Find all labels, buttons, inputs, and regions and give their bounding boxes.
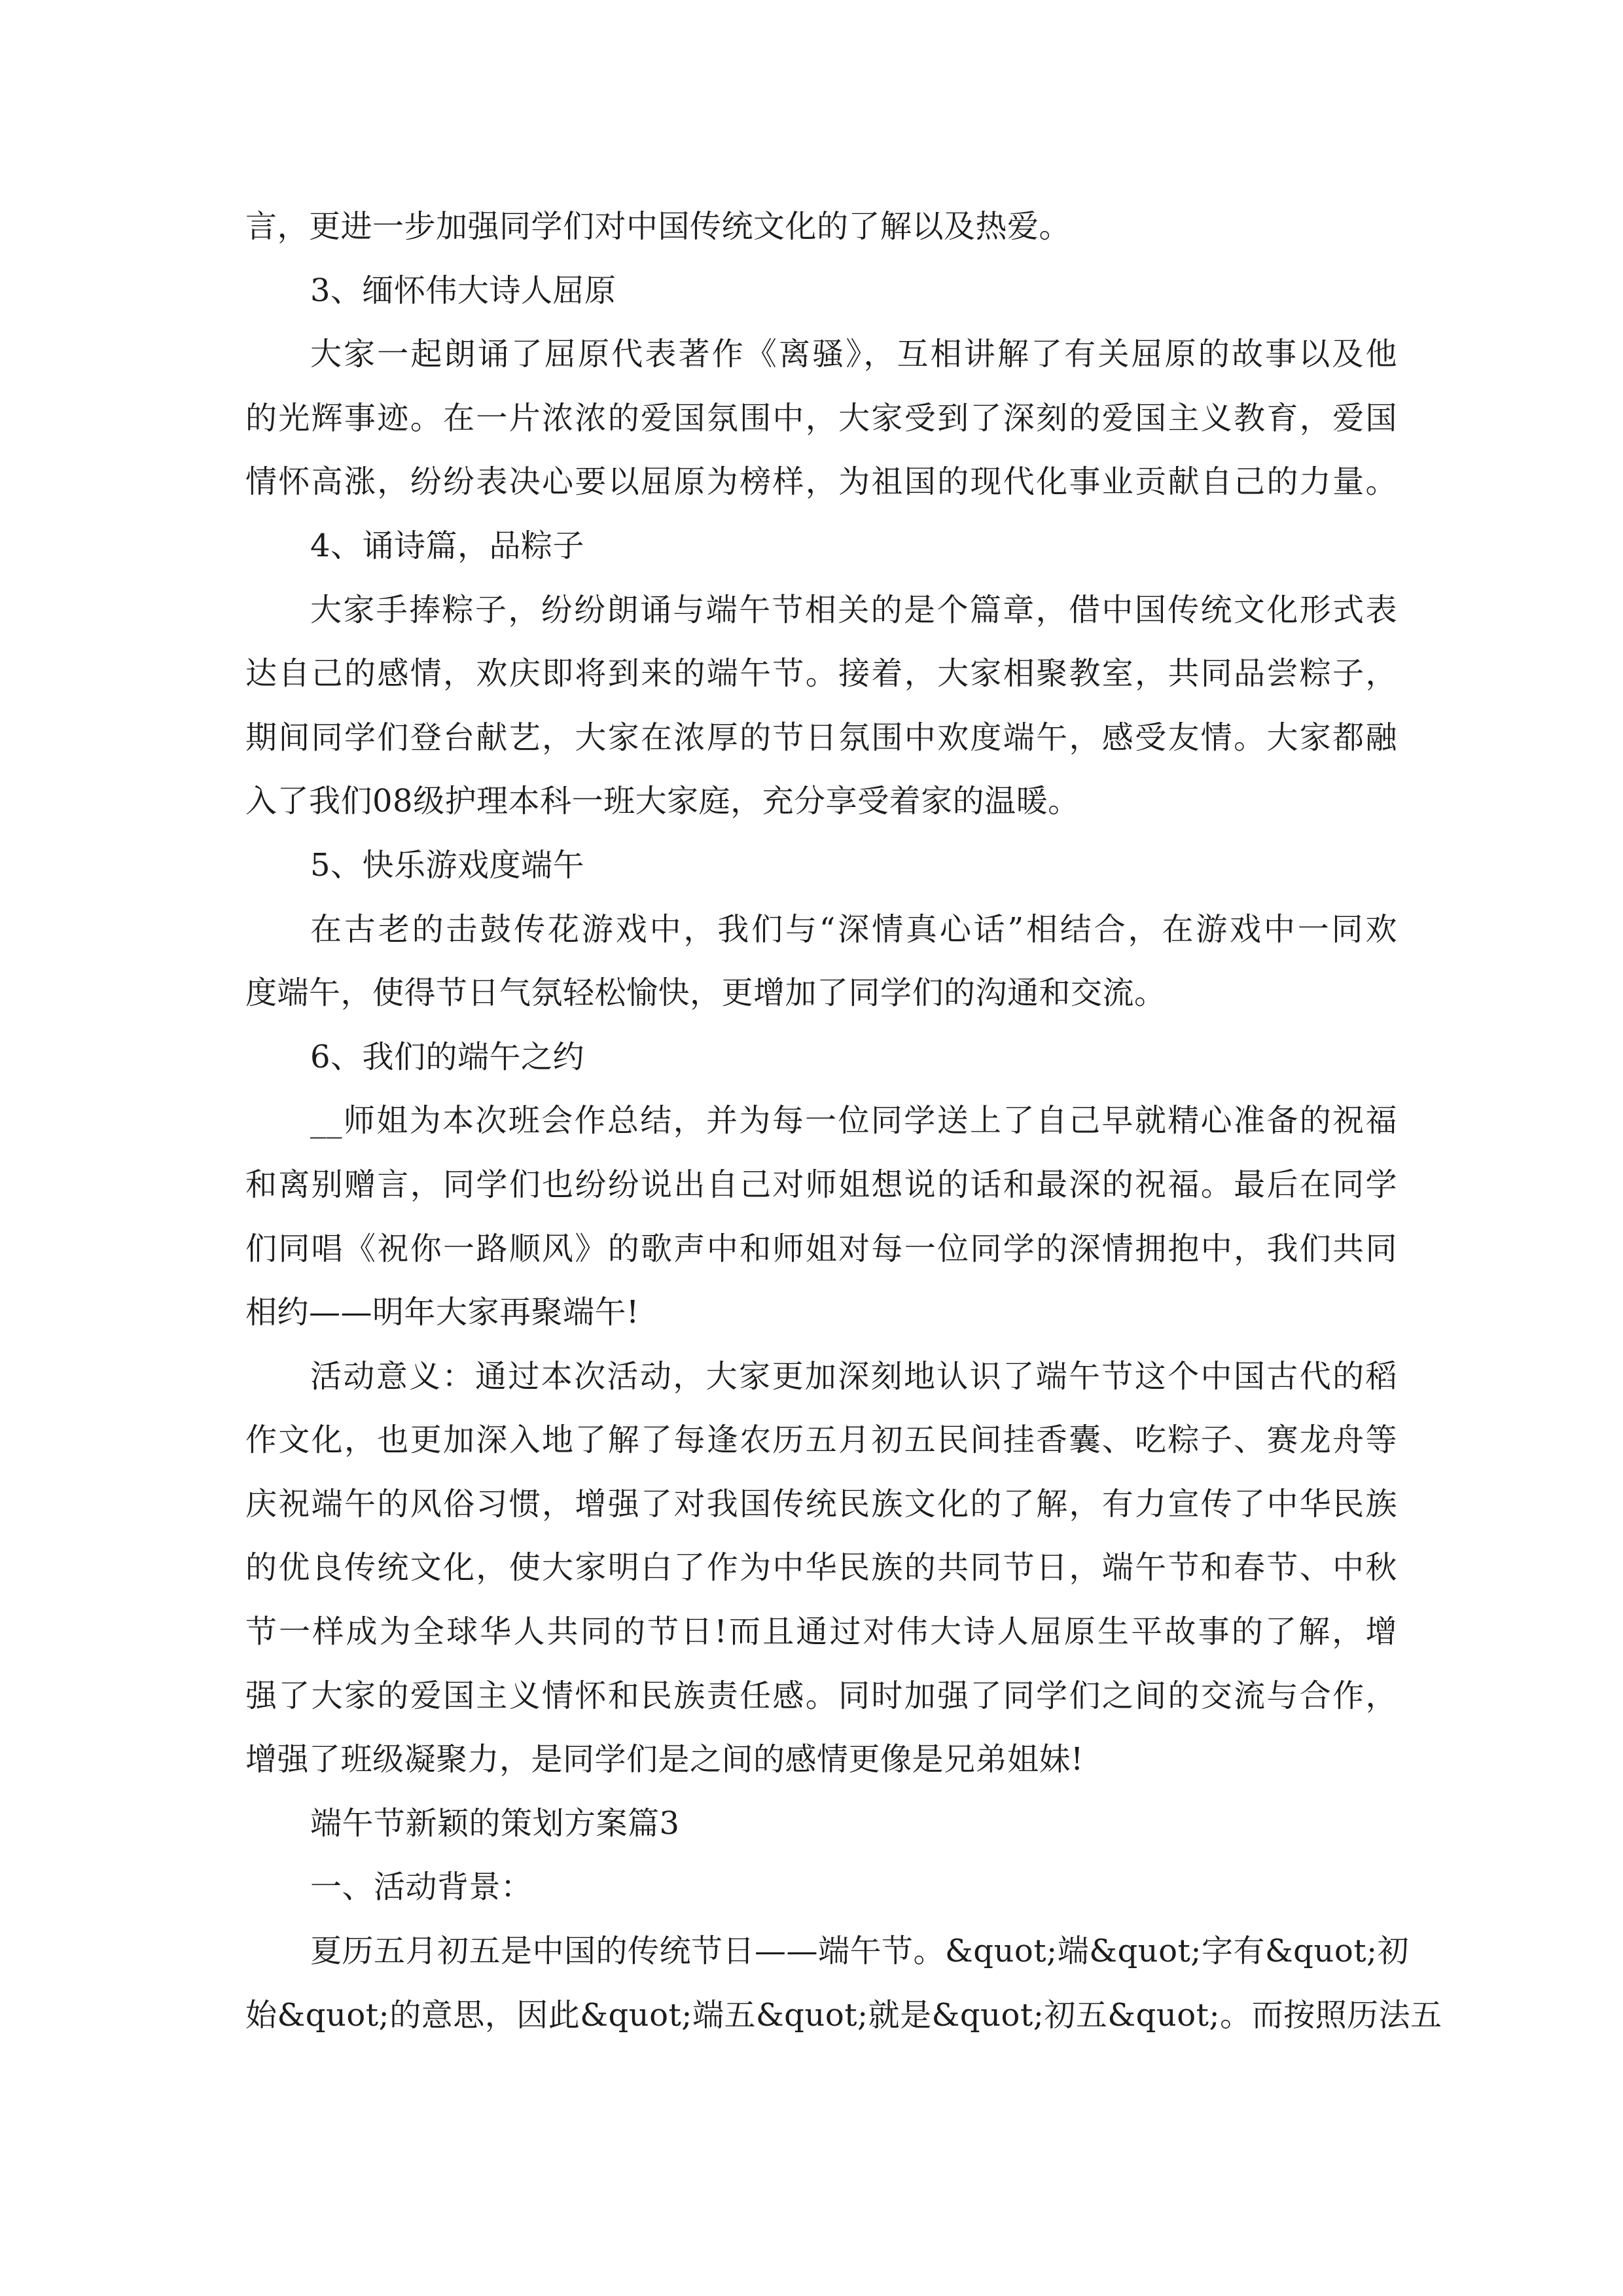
text-line: 3、缅怀伟大诗人屈原 bbox=[310, 272, 616, 309]
text-line: 们同唱《祝你一路顺风》的歌声中和师姐对每一位同学的深情拥抱中，我们共同 bbox=[245, 1230, 1397, 1267]
text-line: 作文化，也更加深入地了解了每逢农历五月初五民间挂香囊、吃粽子、赛龙舟等 bbox=[245, 1422, 1397, 1459]
text-line: 言，更进一步加强同学们对中国传统文化的了解以及热爱。 bbox=[245, 208, 1071, 245]
text-line: 期间同学们登台献艺，大家在浓厚的节日氛围中欢度端午，感受友情。大家都融 bbox=[245, 719, 1397, 756]
text-line: 强了大家的爱国主义情怀和民族责任感。同时加强了同学们之间的交流与合作， bbox=[245, 1677, 1397, 1714]
text-line: 情怀高涨，纷纷表决心要以屈原为榜样，为祖国的现代化事业贡献自己的力量。 bbox=[245, 463, 1397, 501]
text-line: 大家手捧粽子，纷纷朗诵与端午节相关的是个篇章，借中国传统文化形式表 bbox=[310, 591, 1397, 628]
text-line: 的光辉事迹。在一片浓浓的爱国氛围中，大家受到了深刻的爱国主义教育，爱国 bbox=[245, 399, 1397, 437]
text-line: 度端午，使得节日气氛轻松愉快，更增加了同学们的沟通和交流。 bbox=[245, 975, 1166, 1012]
text-line: 端午节新颖的策划方案篇3 bbox=[310, 1804, 680, 1842]
text-line: 入了我们08级护理本科一班大家庭，充分享受着家的温暖。 bbox=[245, 783, 1080, 820]
text-line: 的优良传统文化，使大家明白了作为中华民族的共同节日，端午节和春节、中秋 bbox=[245, 1549, 1397, 1587]
text-line: 大家一起朗诵了屈原代表著作《离骚》，互相讲解了有关屈原的故事以及他 bbox=[310, 336, 1397, 373]
text-line: 一、活动背景： bbox=[310, 1869, 533, 1906]
text-line: 节一样成为全球华人共同的节日!而且通过对伟大诗人屈原生平故事的了解，增 bbox=[245, 1613, 1397, 1651]
text-line: 活动意义：通过本次活动，大家更加深刻地认识了端午节这个中国古代的稻 bbox=[310, 1357, 1397, 1395]
text-line: 达自己的感情，欢庆即将到来的端午节。接着，大家相聚教室，共同品尝粽子， bbox=[245, 655, 1397, 692]
document-body bbox=[245, 195, 1442, 2047]
text-line: 增强了班级凝聚力，是同学们是之间的感情更像是兄弟姐妹! bbox=[245, 1741, 1084, 1778]
text-line: 5、快乐游戏度端午 bbox=[310, 846, 585, 884]
text-line: 始&quot;的意思，因此&quot;端五&quot;就是&quot;初五&quot;。而按照历法五 bbox=[245, 1996, 1442, 2034]
text-line: 和离别赠言，同学们也纷纷说出自己对师姐想说的话和最深的祝福。最后在同学 bbox=[245, 1166, 1397, 1203]
text-line: __师姐为本次班会作总结，并为每一位同学送上了自己早就精心准备的祝福 bbox=[310, 1102, 1397, 1139]
text-line: 相约——明年大家再聚端午! bbox=[245, 1294, 639, 1331]
text-line: 夏历五月初五是中国的传统节日——端午节。&quot;端&quot;字有&quot;初 bbox=[310, 1933, 1410, 1970]
text-line: 4、诵诗篇，品粽子 bbox=[310, 527, 585, 564]
text-line: 6、我们的端午之约 bbox=[310, 1038, 585, 1075]
text-line: 在古老的击鼓传花游戏中，我们与“深情真心话”相结合，在游戏中一同欢 bbox=[310, 910, 1397, 948]
text-line: 庆祝端午的风俗习惯，增强了对我国传统民族文化的了解，有力宣传了中华民族 bbox=[245, 1485, 1397, 1522]
